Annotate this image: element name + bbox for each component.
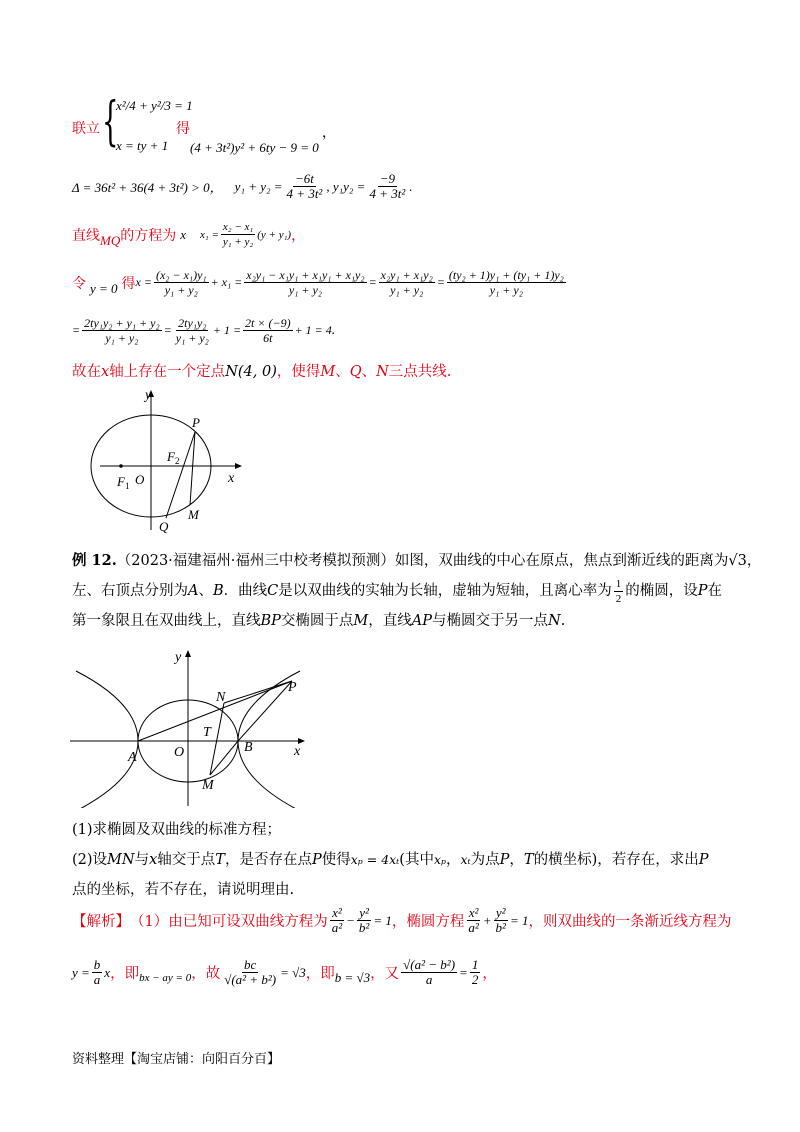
q2-f: (其中	[399, 852, 434, 868]
conclusion-line	[72, 360, 451, 381]
sol2-eq2: =	[459, 964, 468, 980]
ecc-frac: $\frac{\text{√(a² − b²)}}{a}$	[403, 957, 456, 987]
sol2-c2: ，故	[191, 966, 221, 982]
fig2-n-label: N	[216, 690, 226, 705]
ex12-N: N	[548, 613, 561, 629]
q2-j: 的横坐标)，若存在，求出	[533, 852, 699, 868]
l5-tail: + 1 = 4	[294, 323, 332, 337]
c-sep2: 、	[361, 364, 377, 380]
fig1-o-label: O	[135, 472, 145, 487]
sol-a: （1）由已知可设双曲线方程为	[130, 914, 328, 930]
eq-sign4: =	[163, 323, 172, 337]
brace: {	[102, 92, 119, 152]
eq-sign3: =	[72, 323, 81, 337]
ex12-AP: AP	[411, 613, 433, 629]
ex12-line3	[72, 606, 742, 636]
ex12-l3e: .	[560, 613, 566, 629]
ex12-line1	[72, 546, 762, 576]
line-pq	[166, 432, 195, 518]
mq-label: MQ	[100, 232, 121, 248]
asymptote-eq: bx − ay = 0	[139, 971, 192, 984]
ex12-l3b: 交椭圆于点	[280, 613, 354, 629]
t1-frac: $\frac{\text{(x₂ − x₁)y₁}}{\text{y₁ + y₂}}$	[155, 268, 207, 297]
question-1: (1)求椭圆及双曲线的标准方程；	[72, 822, 282, 838]
comma: ，	[322, 125, 336, 141]
sol-c: ，则双曲线的一条渐近线方程为	[528, 914, 732, 930]
question-2-line2: 点的坐标，若不存在，请说明理由.	[72, 882, 295, 898]
hyp-y-frac: $\frac{\text{y²}}{\text{b²}}$	[358, 905, 370, 935]
zhixian-text: 直线	[72, 227, 100, 244]
sol2-c1: ，即	[110, 966, 140, 982]
question-2-line1	[72, 845, 742, 875]
q2-p2: P	[499, 852, 510, 868]
q2-i: ，	[509, 852, 524, 868]
ex12-l2a: 左、右顶点分别为	[72, 583, 188, 599]
hyperbola-figure	[70, 643, 310, 808]
q2-p: P	[311, 852, 322, 868]
q2-a: (2)设	[72, 852, 108, 868]
lianli-text: 联立	[72, 121, 100, 137]
q2-xp-eq: xₚ = 4xₜ	[350, 852, 400, 867]
c-b: 轴上存在一个定点	[109, 364, 226, 380]
fig2-y-arrow	[185, 650, 191, 657]
ellipse-figure	[90, 385, 250, 535]
ex12-l2c: 是以双曲线的实轴为长轴，虚轴为短轴，且离心率为	[278, 583, 612, 599]
line-ap	[138, 681, 292, 741]
quadratic-result: (4 + 3t²)y² + 6ty − 9 = 0	[190, 140, 319, 155]
ex12-l2d: 的椭圆，设	[625, 583, 698, 599]
sol-plus: +	[482, 912, 492, 928]
half-frac: $\frac{1}{2}$	[615, 577, 622, 605]
end-dot2: .	[331, 322, 336, 338]
comma2: ，	[291, 227, 306, 244]
ex12-line2	[72, 576, 742, 606]
l5-frac3: $\frac{2t \times (-9)}{6t}$	[245, 316, 291, 345]
t1-tail: + x₁ =	[210, 275, 243, 289]
fixed-point: N(4, 0)	[225, 364, 277, 380]
solution-line1	[72, 906, 731, 935]
fig1-f1-label: $F_1$	[117, 474, 130, 491]
de-text: 得	[176, 121, 190, 137]
x-eq: x =	[135, 275, 152, 289]
prod-frac: $\frac{-9}{\text{4 + 3t²}}$	[369, 171, 406, 201]
q2-d: ，是否存在点	[224, 852, 312, 868]
ex12-l3c: ，直线	[368, 613, 412, 629]
f1-dot	[119, 464, 123, 468]
fig2-o-label: O	[174, 745, 185, 760]
line-nm	[210, 703, 224, 775]
fig1-x-arrow	[235, 463, 242, 469]
system-eq2: x = ty + 1	[116, 138, 169, 153]
c-m: M	[320, 364, 336, 380]
ling-line	[72, 268, 568, 297]
de-text2: 得	[121, 275, 136, 292]
ell-y-frac: $\frac{\text{y²}}{\text{b²}}$	[495, 905, 506, 935]
q2-x: x	[149, 852, 158, 868]
sol2-c4: ，又	[370, 966, 400, 982]
ex12-l1: （2023·福建福州·福州三中校考模拟预测）如图，双曲线的中心在原点，焦点到渐近线的距离为√3，	[116, 553, 762, 569]
q2-e: 使得	[321, 852, 351, 868]
eq-sign: =	[368, 275, 377, 289]
ex12-dun: 、	[198, 583, 213, 599]
jiexi-tag: 【解析】	[72, 914, 130, 930]
q2-c: 轴交于点	[157, 852, 216, 868]
mq-eq-tail: (y + y₁)	[257, 228, 292, 241]
t3-frac: $\frac{\text{x₂y₁ + x₁y₂}}{\text{y₁ + y₂}}$	[380, 268, 433, 297]
c-sep1: 、	[335, 364, 350, 380]
ex12-B: B	[212, 583, 224, 599]
fig2-t-label: T	[203, 725, 211, 740]
ex12-P: P	[697, 583, 708, 599]
ex12-l3d: 与椭圆交于另一点	[432, 613, 549, 629]
sol2-c3: ，即	[305, 966, 335, 982]
fig2-m-label: M	[202, 778, 214, 793]
q2-xp: xₚ	[433, 852, 447, 867]
ex12-l2e: 在	[707, 583, 723, 599]
mq-eq-left: x₁ =	[200, 228, 219, 241]
fangcheng-text: 的方程为	[120, 227, 177, 244]
sol2-eq: = √3	[280, 964, 306, 980]
mq-line	[72, 220, 305, 249]
end-dot: .	[409, 178, 413, 194]
ex12-A: A	[188, 583, 199, 599]
half-frac2: $\frac{1}{2}$	[471, 957, 479, 987]
fig2-b-label: B	[244, 740, 253, 755]
mq-frac: $\frac{\text{x₂ − x₁}}{\text{y₁ + y₂}}$	[222, 221, 254, 248]
q2-b: 与	[134, 852, 150, 868]
c-c: ，使得	[276, 364, 321, 380]
q2-xt: xₜ	[460, 852, 471, 867]
sol2-y: y =	[72, 964, 90, 980]
q2-mn: MN	[107, 852, 135, 868]
c-d: 三点共线.	[388, 364, 452, 380]
fig2-y-label: y	[175, 650, 182, 665]
fig1-p-label: P	[192, 415, 200, 430]
sum-left: y₁ + y₂ =	[234, 178, 283, 194]
solution-line2	[72, 958, 497, 987]
q2-g: ，	[446, 852, 461, 868]
l5-frac1: $\frac{\text{2ty₁y₂ + y₁ + y₂}}{\text{y₁ + y₂}}$	[84, 316, 160, 345]
c-q: Q	[349, 364, 362, 380]
sol-eq1: = 1	[373, 912, 392, 928]
distance-frac: $\frac{bc}{\text{√(a² + b²)}}$	[224, 957, 277, 987]
line-pm	[190, 432, 195, 505]
sol2-x: x	[104, 964, 111, 980]
fig1-y-label: y	[145, 388, 152, 403]
left-branch	[76, 671, 138, 808]
sol2-end: ，	[482, 966, 497, 982]
c-n: N	[376, 364, 389, 380]
c-a: 故在	[72, 364, 101, 380]
eq-sign2: =	[436, 275, 445, 289]
ex12-C: C	[267, 583, 279, 599]
q2-t2: T	[523, 852, 534, 868]
delta-expr: Δ = 36t² + 36(4 + 3t²) > 0，	[72, 180, 223, 195]
q2-h: 为点	[470, 852, 500, 868]
fig1-m-label: M	[188, 507, 199, 522]
footer: 资料整理【淘宝店铺：向阳百分百】	[72, 1052, 281, 1067]
ex12-M: M	[353, 613, 369, 629]
sol-b: ，椭圆方程	[391, 914, 465, 930]
plus-one: + 1 =	[212, 323, 242, 337]
t2-frac: $\frac{\text{x₂y₁ − x₁y₁ + x₁y₁ + x₁y₂}}{\text{y₁ + y₂}}$	[246, 268, 365, 297]
ling-text: 令	[72, 275, 86, 292]
ell-x-frac: $\frac{\text{x²}}{\text{a²}}$	[468, 905, 479, 935]
ex12-BP: BP	[260, 613, 281, 629]
hyp-x-frac: $\frac{\text{x²}}{\text{a²}}$	[331, 905, 343, 935]
ex12-l2b: ．曲线	[223, 583, 268, 599]
q2-t: T	[215, 852, 225, 868]
b-over-a: $\frac{b}{a}$	[93, 957, 101, 987]
sum-frac: $\frac{-6t}{\text{4 + 3t²}}$	[286, 171, 323, 201]
example-12	[72, 546, 762, 636]
system-eq1: x²/4 + y²/3 = 1	[116, 98, 193, 113]
b-value: b = √3	[334, 969, 371, 985]
fig2-a-label: A	[128, 750, 137, 765]
ex12-label: 例 12.	[72, 552, 117, 569]
fig2-p-label: P	[288, 680, 297, 695]
result-line	[72, 316, 335, 345]
x-var: x	[180, 226, 186, 242]
fig2-x-label: x	[294, 744, 301, 759]
sol-minus: −	[346, 912, 355, 928]
fig1-f2-label: $F_2$	[167, 449, 180, 466]
fig1-x-label: x	[228, 471, 235, 486]
ex12-l3a: 第一象限且在双曲线上，直线	[72, 613, 261, 629]
vieta-line	[72, 172, 413, 201]
fig1-q-label: Q	[159, 519, 169, 534]
questions	[72, 815, 742, 905]
y-zero: y = 0	[90, 280, 118, 296]
q2-p3: P	[698, 852, 709, 868]
prod-left: , y₁y₂ =	[326, 178, 366, 194]
l5-frac2: $\frac{\text{2ty₁y₂}}{\text{y₁ + y₂}}$	[175, 316, 209, 345]
sol-eq2: = 1	[509, 912, 529, 928]
c-x: x	[101, 364, 110, 380]
t4-frac: $\frac{\text{(ty₂ + 1)y₁ + (ty₁ + 1)y₂}}{\text{y₁ + y₂}}$	[448, 268, 564, 297]
